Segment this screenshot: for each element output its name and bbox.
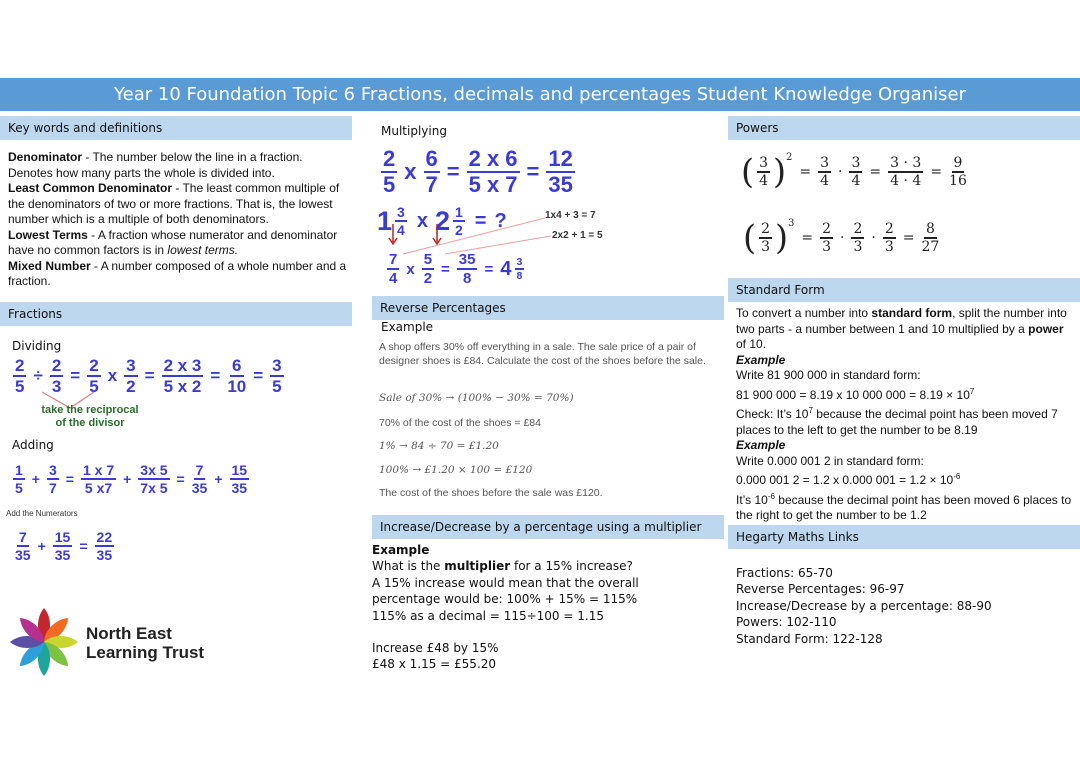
denominator: 35 xyxy=(548,172,573,197)
page-title: Year 10 Foundation Topic 6 Fractions, decimals and percentages Student Knowledge Organiser xyxy=(0,78,1080,111)
fraction xyxy=(230,463,250,495)
numerator: 7 xyxy=(195,462,204,478)
paren-left: ( xyxy=(741,152,755,191)
fraction xyxy=(162,357,204,395)
numerator: 2 xyxy=(853,220,863,237)
numerator: 3 xyxy=(48,462,57,478)
numerator: 15 xyxy=(231,462,248,478)
denominator: 8 xyxy=(462,270,472,287)
denominator: 4 xyxy=(820,172,830,189)
multiplying-label: Multiplying xyxy=(381,124,447,138)
fraction xyxy=(138,463,169,495)
logo-text: North East Learning Trust xyxy=(86,624,205,662)
denominator: 5 x 7 xyxy=(468,172,518,197)
numerator: 2 xyxy=(89,356,99,375)
denominator: 35 xyxy=(15,547,31,563)
reverse-step-2: 70% of the cost of the shoes = £84 xyxy=(379,417,541,429)
operator: = xyxy=(869,163,882,180)
operator: + xyxy=(123,471,132,487)
adding-label: Adding xyxy=(12,438,54,452)
denominator: 7 xyxy=(425,172,438,197)
hegarty-link[interactable]: Reverse Percentages: 96-97 xyxy=(736,582,905,597)
denominator: 10 xyxy=(227,377,247,396)
reverse-step-3: 1% → 84 ÷ 70 = £1.20 xyxy=(379,440,499,452)
denominator: 16 xyxy=(949,172,967,189)
powers-equation-1 xyxy=(738,152,970,191)
whole-part: 4 xyxy=(500,257,512,280)
fraction xyxy=(53,530,73,562)
numerator: 2 xyxy=(761,220,771,237)
fraction xyxy=(888,156,923,188)
power xyxy=(743,218,794,257)
mixed-note-1: 1x4 + 3 = 7 xyxy=(545,210,596,221)
fraction xyxy=(13,463,25,495)
denominator: 3 xyxy=(822,238,832,255)
add-numerators-label: Add the Numerators xyxy=(6,509,78,518)
multiplying-equation-3 xyxy=(384,252,530,286)
numerator: 1 xyxy=(15,462,23,478)
denominator: 3 xyxy=(51,377,62,396)
paren-right: ) xyxy=(775,218,789,257)
fraction xyxy=(949,156,967,188)
reverse-example-label: Example xyxy=(381,320,434,334)
numerator: 1 xyxy=(454,204,463,220)
denominator: 3 xyxy=(853,238,863,255)
fraction xyxy=(457,252,478,286)
operator: x xyxy=(107,366,118,385)
denominator: 2 xyxy=(126,377,136,396)
denominator: 35 xyxy=(96,547,113,563)
denominator: 2 xyxy=(454,222,463,238)
multiplier-body: Example What is the multiplier for a 15% increase? A 15% increase would mean that the overall percentage would be: 100% + 15% = 115% 115% as a decimal = 115÷100 = 1.15 Increase £48 by 15% £48 x 1.15 = £55.20 xyxy=(372,543,639,672)
operator: = xyxy=(65,471,74,487)
keywords-list xyxy=(8,150,348,290)
reverse-step-4: 100% → £1.20 × 100 = £120 xyxy=(379,464,533,476)
fraction xyxy=(387,252,399,286)
numerator: 2 xyxy=(15,356,25,375)
denominator: 5 xyxy=(89,377,99,396)
fraction xyxy=(192,463,208,495)
denominator: 5 xyxy=(15,377,25,396)
denominator: 5 xyxy=(15,480,23,496)
reverse-problem: A shop offers 30% off everything in a sale. The sale price of a pair of designer shoes is £84. Calculate the cost of the shoes before the sale. xyxy=(379,341,706,367)
keyword-lowest-terms: Lowest Terms - A fraction whose numerator and denominator have no common factors is in lowest terms. xyxy=(8,227,338,257)
exponent: 3 xyxy=(788,218,795,229)
fraction xyxy=(227,357,246,395)
denominator: 3 xyxy=(761,238,771,255)
numerator: 3 xyxy=(759,154,769,171)
denominator: 4 xyxy=(759,172,769,189)
numerator: 5 xyxy=(423,251,433,268)
numerator: 12 xyxy=(548,146,573,171)
numerator: 2 xyxy=(822,220,832,237)
operator: x xyxy=(406,260,415,278)
fraction xyxy=(15,530,31,562)
operator: = xyxy=(526,159,540,184)
paren-left: ( xyxy=(743,218,757,257)
standard-form-header: Standard Form xyxy=(728,278,1080,302)
hegarty-links xyxy=(736,565,992,647)
denominator: 8 xyxy=(516,270,523,282)
numerator: 3 xyxy=(515,257,525,271)
fraction xyxy=(546,148,574,196)
denominator: 4 xyxy=(851,172,861,189)
numerator: 3 xyxy=(397,204,405,220)
numerator: 6 xyxy=(425,146,438,171)
operator: = xyxy=(902,229,915,246)
fraction xyxy=(422,252,434,286)
numerator: 8 xyxy=(925,220,935,237)
fraction xyxy=(381,148,397,196)
adding-equation xyxy=(10,463,252,495)
fraction xyxy=(467,148,520,196)
exponent: 2 xyxy=(786,152,793,163)
operator: + xyxy=(37,538,46,554)
fraction xyxy=(124,357,137,395)
operator: = xyxy=(801,229,814,246)
operator: = xyxy=(253,366,264,385)
fraction xyxy=(47,463,59,495)
denominator: 5 xyxy=(383,172,396,197)
operator: · xyxy=(838,163,843,180)
fraction xyxy=(818,156,831,188)
numerator: 3 · 3 xyxy=(890,154,922,171)
fraction xyxy=(13,357,26,395)
fraction xyxy=(95,530,115,562)
numerator: 2 xyxy=(51,356,62,375)
denominator: 35 xyxy=(231,480,248,496)
operator: x xyxy=(416,209,428,232)
fraction xyxy=(849,156,862,188)
hegarty-link[interactable]: Fractions: 65-70 xyxy=(736,566,833,580)
standard-form-body: To convert a number into standard form, split the number into two parts - a number between 1 and 10 multiplied by a power of 10. Example Write 81 900 000 in standard form: 81 900 000 = 8.19 x 10 000 $000 = 8.19 \times 10^7$ Check: It’s $10^7$ because the decimal point has been moved 7 places to the left to get the number to be 8.19 Example Write 0.000 001 2 in standard form: 0.000 001 2 = 1.2 x 0.000 $001 = 1.2 \times 10^{-6}$ It’s $10^{-6}$ because the decimal point has been moved 6 places to the right to get the number to be 1.2 xyxy=(736,306,1072,522)
operator: = xyxy=(210,366,221,385)
numerator: 3 xyxy=(851,154,861,171)
operator: = xyxy=(441,260,450,278)
numerator: 1 x 7 xyxy=(82,462,115,478)
operator: = xyxy=(799,163,812,180)
mixed-number xyxy=(500,257,527,282)
numerator: 2 xyxy=(383,146,396,171)
reverse-step-1: Sale of 30% → (100% − 30% = 70%) xyxy=(379,392,574,404)
operator: · xyxy=(871,229,876,246)
denominator: 5 xyxy=(272,377,282,396)
power xyxy=(741,152,792,191)
operator: = xyxy=(176,471,185,487)
powers-equation-2 xyxy=(740,218,942,257)
numerator: 35 xyxy=(458,251,476,268)
powers-header: Powers xyxy=(728,116,1080,140)
reverse-header: Reverse Percentages xyxy=(372,296,724,320)
denominator: 5 x 2 xyxy=(163,377,202,396)
operator: x xyxy=(404,159,417,184)
multiplier-header: Increase/Decrease by a percentage using a multiplier xyxy=(372,515,724,539)
reciprocal-note: take the reciprocal of the divisor xyxy=(41,404,139,429)
numerator: 6 xyxy=(232,356,242,375)
numerator: 22 xyxy=(96,529,113,545)
keywords-header: Key words and definitions xyxy=(0,116,352,140)
fractions-header: Fractions xyxy=(0,302,352,326)
numerator: 2 x 3 xyxy=(163,356,202,375)
adding-equation-2 xyxy=(12,530,117,562)
hegarty-header: Hegarty Maths Links xyxy=(728,525,1080,549)
operator: + xyxy=(214,471,223,487)
hegarty-link[interactable]: Powers: 102-110 xyxy=(736,615,837,630)
numerator: 3x 5 xyxy=(140,462,168,478)
numerator: 3 xyxy=(126,356,136,375)
operator: = xyxy=(474,209,487,232)
numerator: 2 x 6 xyxy=(468,146,518,171)
operator: + xyxy=(31,471,40,487)
denominator: 4 · 4 xyxy=(890,172,922,189)
operator: ? xyxy=(494,209,507,232)
operator: = xyxy=(930,163,943,180)
fraction xyxy=(883,222,896,254)
fraction xyxy=(820,222,833,254)
numerator: 7 xyxy=(389,251,398,268)
operator: = xyxy=(484,260,494,278)
numerator: 2 xyxy=(884,220,894,237)
denominator: 3 xyxy=(884,238,894,255)
fraction xyxy=(759,222,772,254)
operator: = xyxy=(446,159,460,184)
denominator: 35 xyxy=(191,480,208,496)
mixed-note-2: 2x2 + 1 = 5 xyxy=(552,230,603,241)
operator: = xyxy=(144,366,155,385)
logo-flower-icon xyxy=(6,604,82,680)
denominator: 7 xyxy=(48,480,57,496)
keyword-mixed-number: Mixed Number - A number composed of a whole number and a fraction. xyxy=(8,258,347,288)
whole-part: 2 xyxy=(434,205,450,236)
denominator: 2 xyxy=(423,270,433,287)
fraction xyxy=(424,148,440,196)
whole-part: 1 xyxy=(377,205,393,236)
hegarty-link[interactable]: Standard Form: 122-128 xyxy=(736,631,883,646)
denominator: 4 xyxy=(389,270,398,287)
hegarty-link[interactable]: Increase/Decrease by a percentage: 88-90 xyxy=(736,598,992,613)
paren-right: ) xyxy=(773,152,787,191)
fraction xyxy=(922,222,940,254)
numerator: 3 xyxy=(820,154,830,171)
denominator: 35 xyxy=(54,547,71,563)
numerator: 3 xyxy=(272,356,282,375)
operator: = xyxy=(70,366,81,385)
operator: ÷ xyxy=(33,366,43,385)
dividing-label: Dividing xyxy=(12,339,62,353)
keyword-lcd: Least Common Denominator - The least common multiple of the denominators of two or more fractions. That is, the lowest number which is a multiple of both denominators. xyxy=(8,181,340,226)
numerator: 15 xyxy=(54,529,71,545)
fraction xyxy=(81,463,116,495)
reverse-answer: The cost of the shoes before the sale was £120. xyxy=(379,487,603,499)
fraction xyxy=(515,257,525,282)
fraction xyxy=(270,357,283,395)
operator: · xyxy=(840,229,845,246)
numerator: 9 xyxy=(953,154,963,171)
denominator: 7x 5 xyxy=(140,480,168,496)
fraction xyxy=(757,156,770,188)
keyword-denominator: Denominator - The number below the line in a fraction. Denotes how many parts the whole is divided into. xyxy=(8,150,303,180)
fraction xyxy=(851,222,864,254)
operator: = xyxy=(79,538,88,554)
multiplying-equation-1 xyxy=(378,148,578,196)
denominator: 5 x7 xyxy=(84,480,113,496)
denominator: 4 xyxy=(397,222,405,238)
denominator: 27 xyxy=(921,238,940,255)
numerator: 7 xyxy=(18,529,27,545)
